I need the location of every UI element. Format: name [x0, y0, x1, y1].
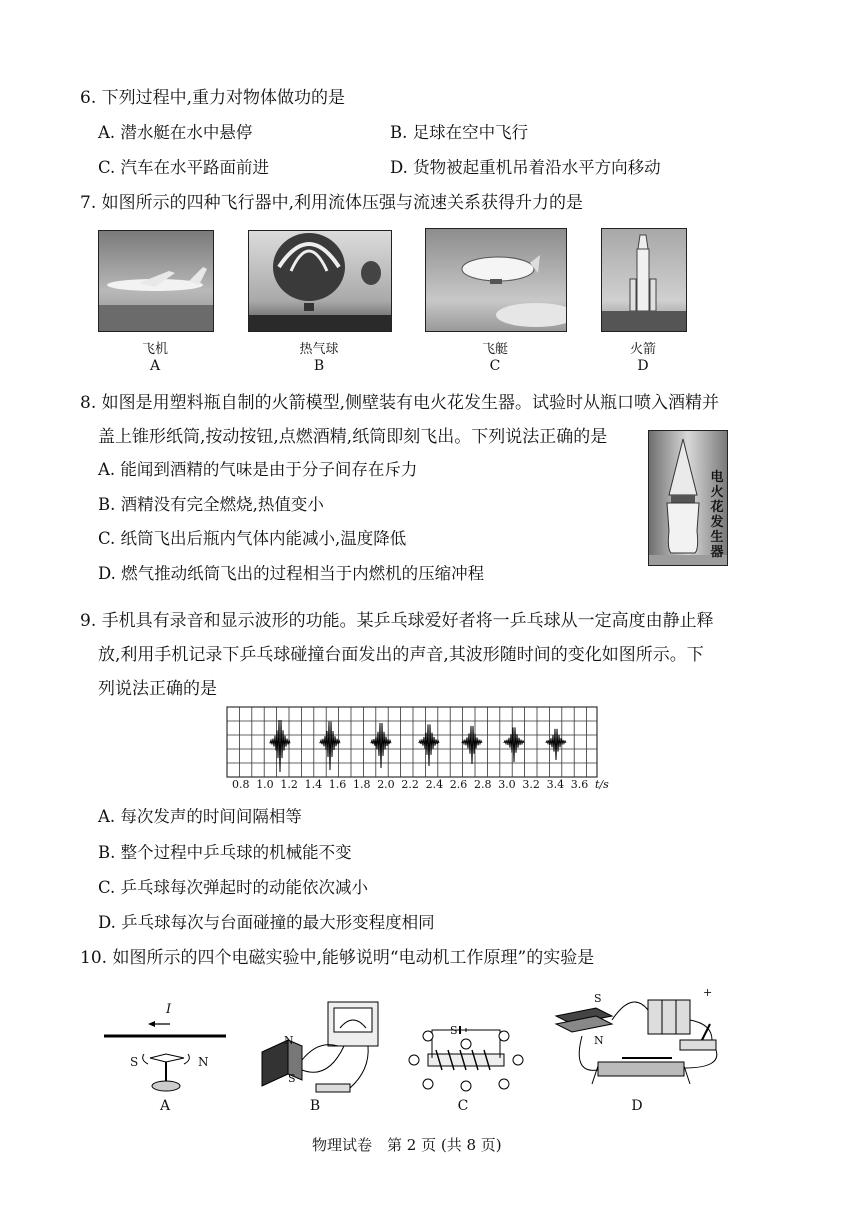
q8-stem-line2: 盖上锥形纸筒,按动按钮,点燃酒精,纸筒即刻飞出。下列说法正确的是 [98, 427, 608, 447]
q8-stem-line1: 8. 如图是用塑料瓶自制的火箭模型,侧壁装有电火花发生器。试验时从瓶口喷入酒精并 [80, 393, 720, 413]
q10-a-current-label: I [166, 1002, 172, 1017]
q10-b-n-label: N [284, 1034, 294, 1047]
waveform-tick-label: 3.4 [546, 778, 565, 791]
waveform-tick-label: 1.4 [304, 778, 323, 791]
q8-option-d: D. 燃气推动纸筒飞出的过程相当于内燃机的压缩冲程 [98, 564, 485, 583]
q10-letter-a: A [159, 1098, 171, 1114]
q10-c-s-label: S [450, 1024, 458, 1037]
sound-burst [419, 724, 439, 766]
waveform-tick-label: 0.8 [232, 778, 250, 791]
q10-b-s-label: S [288, 1072, 296, 1085]
waveform-tick-label: 2.8 [474, 778, 492, 791]
spark-generator-label: 电火花发生器 [710, 470, 724, 560]
q7-letter-b: B [313, 358, 325, 374]
airplane-photo [98, 230, 214, 332]
waveform-tick-label: 1.0 [256, 778, 274, 791]
q7-caption-d: 火箭 [629, 342, 656, 357]
q10-stem: 10. 如图所示的四个电磁实验中,能够说明“电动机工作原理”的实验是 [80, 948, 595, 968]
q7-caption-a: 飞机 [141, 342, 168, 357]
q8-option-b: B. 酒精没有完全燃烧,热值变小 [98, 495, 324, 514]
waveform-time-axis [226, 778, 609, 794]
waveform-tick-label: 2.0 [377, 778, 395, 791]
q7-caption-c: 飞艇 [481, 342, 508, 357]
q10-d-n-label: N [594, 1034, 604, 1047]
airship-photo [425, 228, 567, 332]
hot-air-balloon-photo [248, 230, 392, 332]
sound-burst [504, 727, 524, 762]
q6-option-d: D. 货物被起重机吊着沿水平方向移动 [390, 158, 661, 177]
q10-a-s-label: S [130, 1055, 139, 1069]
q9-stem-line1: 9. 手机具有录音和显示波形的功能。某乒乓球爱好者将一乒乓球从一定高度由静止释 [80, 611, 714, 631]
q6-option-a: A. 潜水艇在水中悬停 [98, 123, 253, 142]
q7-letter-c: C [489, 358, 501, 374]
waveform-tick-label: 2.4 [425, 778, 444, 791]
q10-letter-d: D [631, 1098, 643, 1114]
waveform-tick-label: 1.2 [280, 778, 298, 791]
waveform-tick-label: 1.8 [353, 778, 371, 791]
page-footer: 物理试卷 第 2 页 (共 8 页) [312, 1136, 502, 1154]
waveform-tick-label: 2.6 [449, 778, 468, 791]
q6-option-c: C. 汽车在水平路面前进 [98, 158, 270, 177]
q10-letter-c: C [457, 1098, 469, 1114]
q7-caption-b: 热气球 [299, 342, 339, 357]
q7-letter-a: A [149, 358, 161, 374]
waveform-tick-label: 2.2 [401, 778, 419, 791]
q6-stem: 6. 下列过程中,重力对物体做功的是 [80, 88, 346, 108]
q8-option-c: C. 纸筒飞出后瓶内气体内能减小,温度降低 [98, 529, 407, 548]
motor-experiment-figure [552, 994, 728, 1098]
waveform-tick-label: t/s [595, 778, 609, 791]
q9-option-a: A. 每次发声的时间间隔相等 [98, 807, 302, 826]
waveform-tick-label: 1.6 [328, 778, 347, 791]
q9-stem-line3: 列说法正确的是 [98, 679, 217, 699]
solenoid-field-figure [408, 1020, 524, 1098]
q6-option-b: B. 足球在空中飞行 [390, 123, 529, 142]
q9-option-b: B. 整个过程中乒乓球的机械能不变 [98, 843, 352, 862]
q7-letter-d: D [637, 358, 649, 374]
waveform-tick-label: 3.6 [570, 778, 589, 791]
sound-burst [270, 720, 290, 772]
q10-letter-b: B [309, 1098, 321, 1114]
rocket-photo [601, 228, 687, 332]
q10-d-plus-label: + [703, 986, 713, 999]
oersted-experiment-figure [100, 998, 230, 1098]
q7-stem: 7. 如图所示的四种飞行器中,利用流体压强与流速关系获得升力的是 [80, 193, 584, 213]
q8-option-a: A. 能闻到酒精的气味是由于分子间存在斥力 [98, 460, 418, 479]
q9-option-d: D. 乒乓球每次与台面碰撞的最大形变程度相同 [98, 913, 435, 932]
q10-a-n-label: N [198, 1055, 209, 1069]
waveform-tick-label: 3.0 [498, 778, 516, 791]
q10-d-s-label: S [594, 992, 602, 1005]
q9-option-c: C. 乒乓球每次弹起时的动能依次减小 [98, 878, 369, 897]
sound-burst [462, 726, 482, 764]
q9-stem-line2: 放,利用手机记录下乒乓球碰撞台面发出的声音,其波形随时间的变化如图所示。下 [98, 645, 704, 665]
induction-experiment-figure [258, 1000, 382, 1098]
waveform-tick-label: 3.2 [522, 778, 540, 791]
